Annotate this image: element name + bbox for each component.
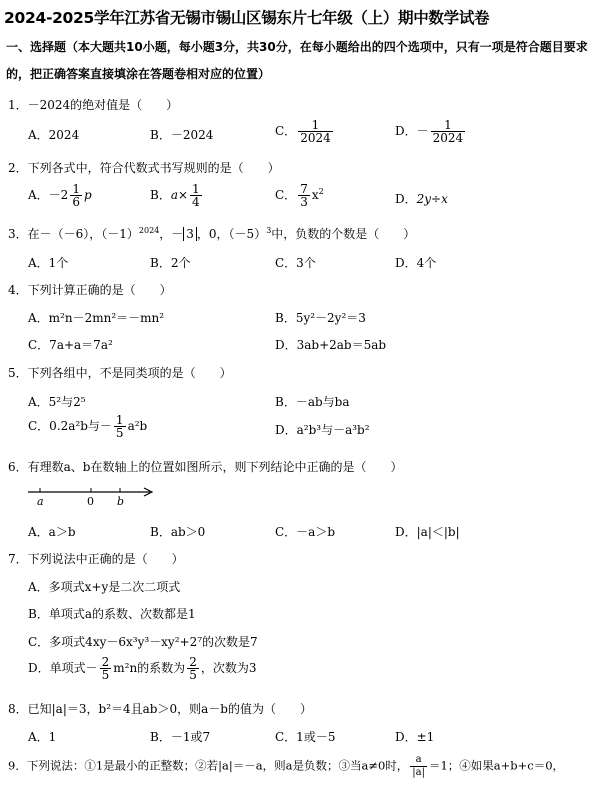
axis-label-zero: 0: [87, 495, 94, 508]
number-line-figure: [26, 484, 161, 510]
question-8-option-c: C．1或－5: [275, 730, 336, 744]
question-4-option-b: B．5y²－2y²＝3: [275, 311, 366, 325]
question-1-option-b: B．－2024: [150, 128, 214, 142]
question-3-option-a: A．1个: [28, 256, 69, 270]
question-6-stem: 6．有理数a、b在数轴上的位置如图所示，则下列结论中正确的是（ ）: [8, 460, 403, 474]
question-4-option-a: A．m²n－2mn²＝－mn²: [28, 311, 165, 325]
question-5-option-c: C．0.2a²b与－ $\frac{1}{5}$ a²b: [28, 413, 148, 440]
question-5-stem: 5．下列各组中，不是同类项的是（ ）: [8, 366, 232, 380]
question-6-option-c: C．－a＞b: [275, 525, 336, 539]
question-6-option-d: D．|a|＜|b|: [395, 525, 460, 539]
question-3-stem: 3．在－（－6），$(-1)^{2024}$，－ 3 ，0，$(-5)^3$中，负数的个数是（ ）: [8, 226, 416, 241]
question-7-stem: 7．下列说法中正确的是（ ）: [8, 552, 184, 566]
question-8-option-a: A．1: [28, 730, 57, 744]
question-8-option-d: D．±1: [395, 730, 435, 744]
section-heading: 一、选择题（本大题共10小题，每小题3分，共30分，在每小题给出的四个选项中，只有一项是符合题目要求的，把正确答案直接填涂在答题卷相对应的位置）: [6, 40, 588, 81]
question-3-option-b: B．2个: [150, 256, 191, 270]
question-7-option-d: D．单项式－ $\frac{2}{5}$ m²n的系数为 $\frac{2}{5}$ ，次数为3: [28, 655, 257, 682]
question-1-option-a: A．2024: [28, 128, 80, 142]
question-6-option-a: A．a＞b: [28, 525, 76, 539]
question-2-option-d: D．2y÷x: [395, 192, 448, 206]
question-4-stem: 4．下列计算正确的是（ ）: [8, 283, 172, 297]
question-2-option-b: B．a× $\frac{1}{4}$: [150, 182, 200, 209]
page-title: 2024-2025学年江苏省无锡市锡山区锡东片七年级（上）期中数学试卷: [4, 9, 490, 27]
axis-label-b: b: [117, 495, 125, 508]
question-1-option-d: D．－ $\frac{1}{2024}$: [395, 118, 464, 145]
question-3-option-c: C．3个: [275, 256, 316, 270]
question-5-option-b: B．－ab与ba: [275, 395, 350, 409]
axis-label-a: a: [37, 495, 44, 508]
question-7-option-c: C．多项式4xy－6x³y³－xy²+2⁷的次数是7: [28, 635, 258, 649]
question-6-option-b: B．ab＞0: [150, 525, 206, 539]
question-3-option-d: D．4个: [395, 256, 437, 270]
question-4-option-d: D．3ab+2ab＝5ab: [275, 338, 387, 352]
question-9-stem: 9．下列说法：①1是最小的正整数；②若|a|＝－a，则a是负数；③当a≠0时， $\frac{a}{|a|}$ ＝1；④如果a+b+c＝0，: [8, 754, 565, 778]
question-5-option-d: D．a²b³与－a³b²: [275, 423, 370, 437]
question-7-option-b: B．单项式a的系数、次数都是1: [28, 607, 196, 621]
question-1-option-c: C． $\frac{1}{2024}$: [275, 118, 331, 145]
question-2-option-c: C． $\frac{7}{3}$ $x^2$: [275, 182, 324, 209]
question-1-stem: 1．－2024的绝对值是（ ）: [8, 98, 179, 112]
question-8-stem: 8．已知|a|＝3，b²＝4且ab＞0，则a－b的值为（ ）: [8, 702, 312, 716]
question-2-stem: 2．下列各式中，符合代数式书写规则的是（ ）: [8, 161, 280, 175]
question-5-option-a: A．5²与2⁵: [28, 395, 86, 409]
question-2-option-a: A．－2 $\frac{1}{6}$ p: [28, 182, 92, 209]
question-7-option-a: A．多项式x+y是二次二项式: [28, 580, 181, 594]
question-8-option-b: B．－1或7: [150, 730, 211, 744]
question-4-option-c: C．7a+a＝7a²: [28, 338, 113, 352]
